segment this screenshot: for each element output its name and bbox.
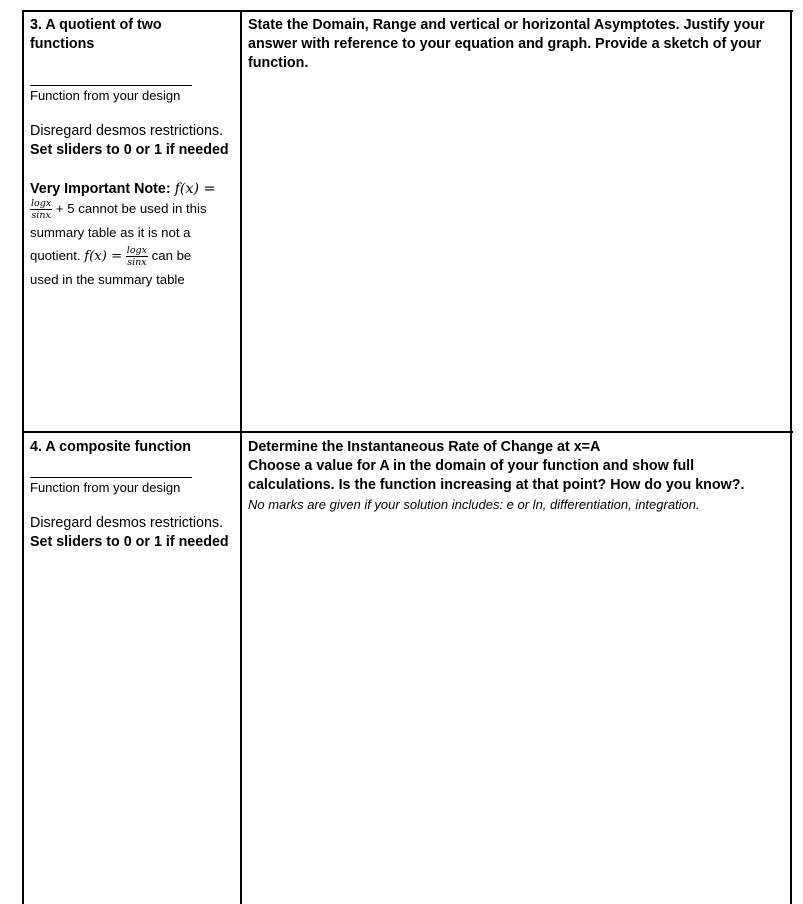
section3-function-label: Function from your design [30,88,181,103]
section3-sliders-text: Set sliders to 0 or 1 if needed [30,142,229,158]
note-part-1: + 5 cannot be used in this [55,201,207,216]
table-top-border [22,10,793,12]
section3-instruction-line1: State the Domain, Range and vertical or horizontal Asymptotes. Justify your [248,17,765,33]
fraction-2-denominator: sinx [127,257,147,269]
section3-disregard-text: Disregard desmos restrictions. [30,123,224,139]
section3-important-note [30,180,238,291]
fraction-2-numerator: logx [126,245,147,257]
note-part-3: quotient. [30,248,81,264]
note-fx-1: f(x) = [174,181,216,197]
table-right-border [790,10,792,904]
section4-function-label: Function from your design [30,480,181,495]
section4-function-blank[interactable] [30,477,192,478]
section3-function-blank[interactable] [30,85,192,86]
section3-instruction-line2: answer with reference to your equation and graph. Provide a sketch of your [248,36,762,52]
section3-title-line2: functions [30,36,95,52]
table-middle-border [22,431,793,433]
table-column-divider [240,10,242,904]
fraction-1-numerator: logx [31,198,52,210]
section3-title [30,16,238,54]
section3-title-line1: 3. A quotient of two [30,17,162,33]
note-heading: Very Important Note: [30,181,171,197]
section3-left-cell [30,16,238,291]
section4-right-cell [248,438,788,514]
note-part-5: used in the summary table [30,272,185,288]
worksheet-table [22,10,793,904]
fraction-1-denominator: sinx [31,210,51,222]
note-part-4: can be [151,248,192,264]
section4-title: 4. A composite function [30,439,191,455]
table-left-border [22,10,24,904]
fraction-logx-over-sinx-1 [30,198,52,221]
section4-left-cell [30,438,238,552]
note-fx-2: f(x) = [84,249,123,265]
section4-disregard-text: Disregard desmos restrictions. [30,515,224,531]
section3-right-cell [248,16,788,73]
section4-no-marks-note: No marks are given if your solution includes: e or ln, differentiation, integration. [248,497,700,512]
section4-sliders-text: Set sliders to 0 or 1 if needed [30,534,229,550]
section4-instruction-line2: Choose a value for A in the domain of your function and show full [248,458,695,474]
note-part-2: summary table as it is not a [30,225,191,241]
section4-instruction-line1: Determine the Instantaneous Rate of Change at x=A [248,439,601,455]
section4-instruction-line3: calculations. Is the function increasing at that point? How do you know?. [248,477,745,493]
fraction-logx-over-sinx-2 [126,245,148,268]
section3-instruction-line3: function. [248,55,309,71]
